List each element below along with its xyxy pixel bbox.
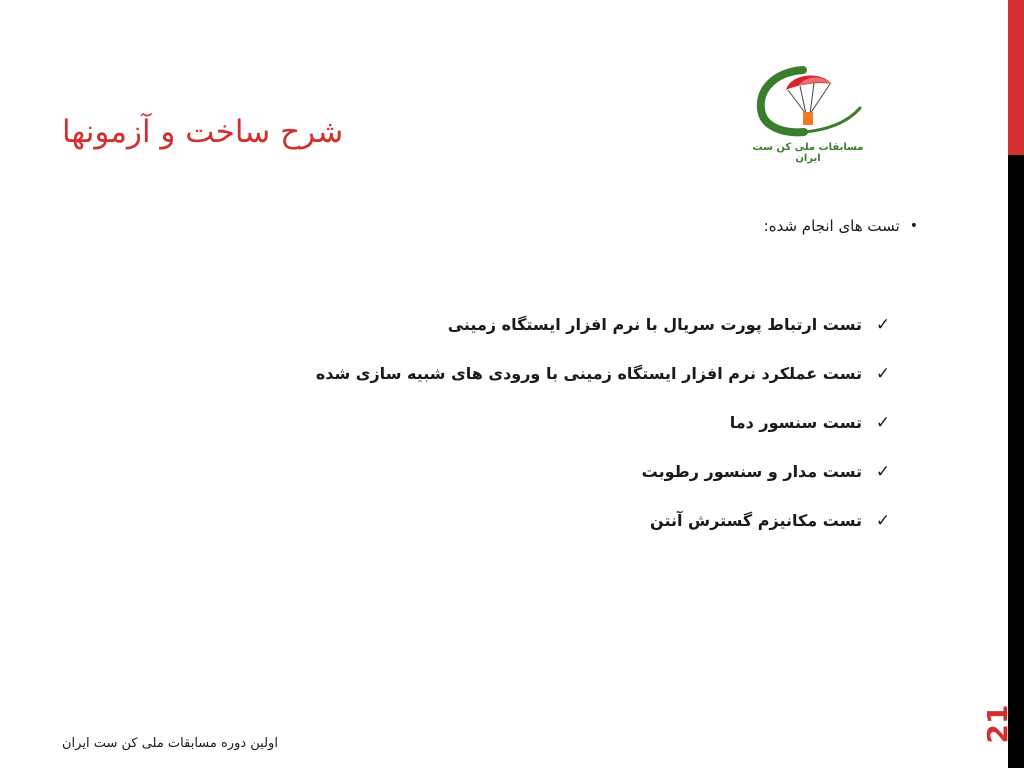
bullet-intro xyxy=(764,212,918,240)
checklist-item xyxy=(252,300,892,349)
checkmark-icon: ✓ xyxy=(875,314,891,335)
logo xyxy=(748,62,868,162)
parachute-logo-icon xyxy=(748,62,868,142)
slide-number: 21 xyxy=(981,704,1014,744)
checklist-item xyxy=(252,447,892,496)
checkmark-icon: ✓ xyxy=(875,363,891,384)
checklist-item-text: تست ارتباط پورت سریال با نرم افزار ایستگاه زمینی xyxy=(447,315,862,334)
checkmark-icon: ✓ xyxy=(875,461,891,482)
checklist-item xyxy=(252,349,892,398)
checklist xyxy=(252,300,892,545)
logo-caption: مسابقات ملی کن ست ایران xyxy=(752,142,864,164)
checklist-item xyxy=(252,496,892,545)
slide-title: شرح ساخت و آزمونها xyxy=(62,114,344,150)
checklist-item-text: تست عملکرد نرم افزار ایستگاه زمینی با ورودی های شبیه سازی شده xyxy=(315,364,862,383)
checklist-item-text: تست مدار و سنسور رطوبت xyxy=(641,462,862,481)
checklist-item-text: تست مکانیزم گسترش آنتن xyxy=(650,511,862,530)
checkmark-icon: ✓ xyxy=(875,412,891,433)
checklist-item xyxy=(252,398,892,447)
checklist-item-text: تست سنسور دما xyxy=(729,413,862,432)
checkmark-icon: ✓ xyxy=(875,510,891,531)
dark-edge-band xyxy=(1008,155,1024,768)
accent-edge-band xyxy=(1008,0,1024,155)
bullet-icon: • xyxy=(909,218,918,234)
bullet-intro-text: تست های انجام شده: xyxy=(763,217,900,235)
footer-text: اولین دوره مسابقات ملی کن ست ایران xyxy=(62,736,278,751)
